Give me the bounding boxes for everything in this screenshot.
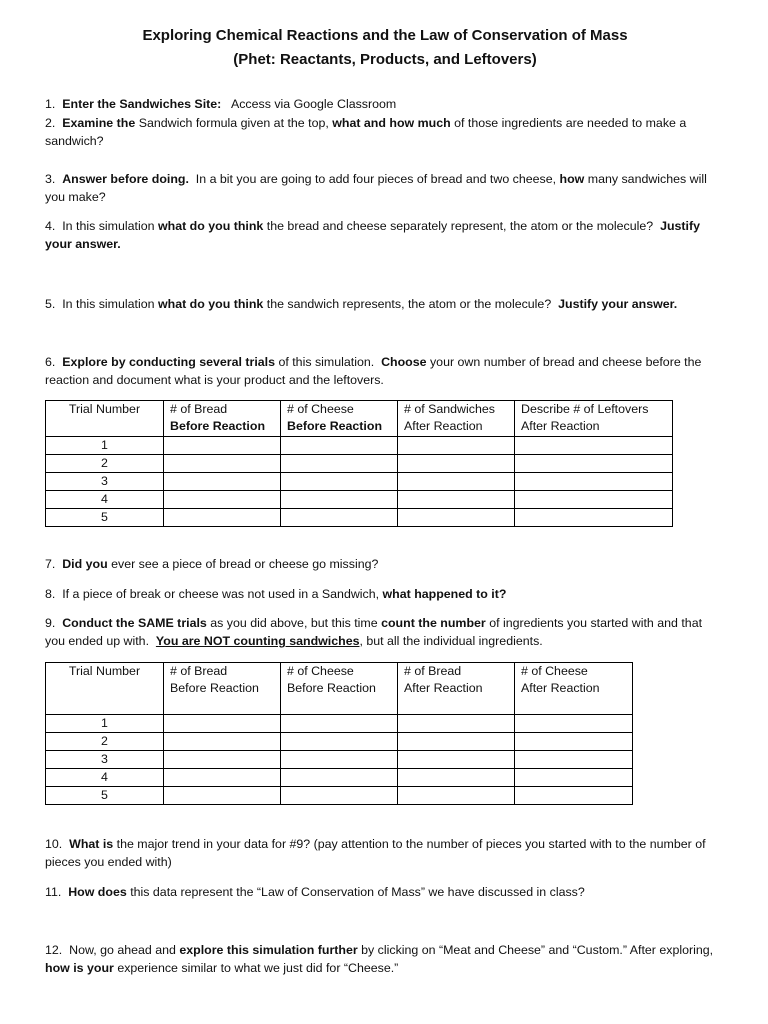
answer-cell[interactable] bbox=[398, 491, 515, 509]
answer-cell[interactable] bbox=[281, 455, 398, 473]
question-emphasis: count the number bbox=[381, 616, 486, 630]
question-number: 7. bbox=[45, 557, 56, 571]
table-header-row bbox=[46, 401, 673, 437]
question-text: Now, go ahead and bbox=[69, 943, 176, 957]
question-number: 10. bbox=[45, 837, 63, 851]
question-text: In a bit you are going to add four pieces of bread and two cheese, bbox=[195, 172, 557, 186]
answer-cell[interactable] bbox=[398, 733, 515, 751]
table-row bbox=[46, 509, 673, 527]
header-line: After Reaction bbox=[521, 419, 600, 433]
question-text: your own number of bread and cheese before the reaction and document what is your product and the leftovers. bbox=[45, 355, 702, 387]
answer-cell[interactable] bbox=[515, 509, 673, 527]
worksheet-title: Exploring Chemical Reactions and the Law of Conservation of Mass bbox=[142, 27, 628, 44]
header-cell bbox=[515, 401, 673, 437]
answer-cell[interactable] bbox=[281, 509, 398, 527]
header-line: Before Reaction bbox=[170, 681, 259, 695]
question-number: 12. bbox=[45, 943, 63, 957]
question-11 bbox=[45, 883, 725, 901]
header-cell bbox=[164, 663, 281, 715]
answer-cell[interactable] bbox=[281, 787, 398, 805]
header-line: Trial Number bbox=[68, 664, 141, 678]
trial-number-cell: 1 bbox=[46, 437, 164, 455]
trials-table-1 bbox=[45, 400, 673, 527]
question-emphasis: How does bbox=[68, 885, 127, 899]
header-cell bbox=[46, 663, 164, 715]
table-row bbox=[46, 715, 633, 733]
header-cell bbox=[164, 401, 281, 437]
trials-table-2 bbox=[45, 662, 633, 805]
question-emphasis: what and how much bbox=[332, 116, 451, 130]
question-7 bbox=[45, 555, 725, 573]
header-cell bbox=[398, 663, 515, 715]
question-10 bbox=[45, 835, 725, 871]
answer-cell[interactable] bbox=[398, 787, 515, 805]
trial-number-cell: 5 bbox=[46, 787, 164, 805]
answer-cell[interactable] bbox=[515, 437, 673, 455]
question-text: Access via Google Classroom bbox=[230, 97, 397, 111]
answer-cell[interactable] bbox=[281, 437, 398, 455]
question-text: the bread and cheese separately represent, the atom or the molecule? bbox=[266, 219, 654, 233]
header-line: # of Cheese bbox=[521, 664, 588, 678]
question-number: 4. bbox=[45, 219, 56, 233]
table-row bbox=[46, 437, 673, 455]
question-emphasis: Justify your answer. bbox=[558, 297, 678, 311]
question-number: 11. bbox=[45, 885, 62, 899]
question-text: the sandwich represents, the atom or the molecule? bbox=[266, 297, 552, 311]
question-text: , but all the individual ingredients. bbox=[359, 634, 543, 648]
question-emphasis: Choose bbox=[381, 355, 427, 369]
header-cell bbox=[281, 663, 398, 715]
header-line: Trial Number bbox=[68, 402, 141, 416]
question-number: 3. bbox=[45, 172, 56, 186]
question-text: by clicking on “Meat and Cheese” and “Custom.” After exploring, bbox=[361, 943, 714, 957]
table-row bbox=[46, 455, 673, 473]
header-line: Before Reaction bbox=[170, 419, 266, 433]
question-emphasis: Enter the Sandwiches Site: bbox=[62, 97, 222, 111]
question-1 bbox=[45, 95, 725, 113]
answer-cell[interactable] bbox=[398, 455, 515, 473]
question-emphasis: Answer before doing. bbox=[62, 172, 189, 186]
answer-cell[interactable] bbox=[164, 751, 281, 769]
table-header-row bbox=[46, 663, 633, 715]
question-emphasis: What is bbox=[69, 837, 114, 851]
question-emphasis: Explore by conducting several trials bbox=[62, 355, 276, 369]
table-row bbox=[46, 473, 673, 491]
answer-cell[interactable] bbox=[164, 473, 281, 491]
question-number: 6. bbox=[45, 355, 56, 369]
header-line: Describe # of Leftovers bbox=[521, 402, 649, 416]
question-text: this data represent the “Law of Conservation of Mass” we have discussed in class? bbox=[130, 885, 585, 899]
header-line: # of Sandwiches bbox=[404, 402, 495, 416]
trial-number-cell: 3 bbox=[46, 473, 164, 491]
question-text: ever see a piece of bread or cheese go missing? bbox=[111, 557, 379, 571]
trial-number-cell: 2 bbox=[46, 455, 164, 473]
question-emphasis: what happened to it? bbox=[382, 587, 507, 601]
question-emphasis: Examine the bbox=[62, 116, 136, 130]
question-text: of ingredients you started with and that you ended up with. bbox=[45, 616, 703, 648]
header-cell bbox=[515, 663, 633, 715]
answer-cell[interactable] bbox=[398, 437, 515, 455]
answer-cell[interactable] bbox=[398, 769, 515, 787]
question-text: of those ingredients are needed to make a sandwich? bbox=[45, 116, 687, 148]
answer-cell[interactable] bbox=[281, 733, 398, 751]
answer-cell[interactable] bbox=[281, 491, 398, 509]
table-row bbox=[46, 733, 633, 751]
header-line: After Reaction bbox=[404, 419, 483, 433]
table-row bbox=[46, 787, 633, 805]
question-emphasis: Justify your answer. bbox=[45, 219, 701, 251]
question-5 bbox=[45, 295, 725, 313]
answer-cell[interactable] bbox=[515, 455, 673, 473]
answer-cell[interactable] bbox=[398, 473, 515, 491]
answer-cell[interactable] bbox=[515, 491, 673, 509]
question-12 bbox=[45, 941, 725, 977]
trial-number-cell: 4 bbox=[46, 769, 164, 787]
header-cell bbox=[281, 401, 398, 437]
header-line: # of Cheese bbox=[287, 402, 354, 416]
answer-cell[interactable] bbox=[281, 769, 398, 787]
header-line: Before Reaction bbox=[287, 419, 383, 433]
question-text: In this simulation bbox=[62, 297, 155, 311]
question-emphasis: how is your bbox=[45, 961, 114, 975]
worksheet-subtitle: (Phet: Reactants, Products, and Leftovers) bbox=[233, 51, 537, 68]
question-2 bbox=[45, 114, 725, 150]
trial-number-cell: 3 bbox=[46, 751, 164, 769]
answer-cell[interactable] bbox=[164, 733, 281, 751]
answer-cell[interactable] bbox=[164, 455, 281, 473]
answer-cell[interactable] bbox=[164, 509, 281, 527]
trial-number-cell: 2 bbox=[46, 733, 164, 751]
answer-cell[interactable] bbox=[515, 715, 633, 733]
question-underlined: You are NOT counting sandwiches bbox=[155, 634, 360, 648]
trial-number-cell: 5 bbox=[46, 509, 164, 527]
question-number: 2. bbox=[45, 116, 56, 130]
answer-cell[interactable] bbox=[515, 473, 673, 491]
trial-number-cell: 4 bbox=[46, 491, 164, 509]
answer-cell[interactable] bbox=[281, 473, 398, 491]
answer-cell[interactable] bbox=[515, 751, 633, 769]
table-row bbox=[46, 751, 633, 769]
header-cell bbox=[398, 401, 515, 437]
question-number: 1. bbox=[45, 97, 56, 111]
answer-cell[interactable] bbox=[515, 787, 633, 805]
question-8 bbox=[45, 585, 725, 603]
question-emphasis: explore this simulation further bbox=[179, 943, 358, 957]
question-text: If a piece of break or cheese was not used in a Sandwich, bbox=[62, 587, 380, 601]
question-6 bbox=[45, 353, 725, 389]
header-line: # of Cheese bbox=[287, 664, 354, 678]
question-number: 9. bbox=[45, 616, 56, 630]
question-text: many sandwiches will you make? bbox=[45, 172, 707, 204]
answer-cell[interactable] bbox=[164, 787, 281, 805]
answer-cell[interactable] bbox=[515, 769, 633, 787]
header-cell bbox=[46, 401, 164, 437]
question-9 bbox=[45, 614, 725, 650]
answer-cell[interactable] bbox=[281, 715, 398, 733]
header-line: # of Bread bbox=[170, 664, 228, 678]
header-line: # of Bread bbox=[404, 664, 462, 678]
header-line: Before Reaction bbox=[287, 681, 376, 695]
question-number: 5. bbox=[45, 297, 56, 311]
answer-cell[interactable] bbox=[398, 509, 515, 527]
answer-cell[interactable] bbox=[515, 733, 633, 751]
answer-cell[interactable] bbox=[164, 491, 281, 509]
answer-cell[interactable] bbox=[164, 769, 281, 787]
answer-cell[interactable] bbox=[164, 437, 281, 455]
question-3 bbox=[45, 170, 725, 206]
question-number: 8. bbox=[45, 587, 56, 601]
question-emphasis: Conduct the SAME trials bbox=[62, 616, 207, 630]
table-row bbox=[46, 491, 673, 509]
table-row bbox=[46, 769, 633, 787]
question-text: the major trend in your data for #9? (pay attention to the number of pieces you started with to the number of pieces you ended with) bbox=[45, 837, 706, 869]
question-4 bbox=[45, 217, 725, 253]
answer-cell[interactable] bbox=[398, 751, 515, 769]
question-text: experience similar to what we just did for “Cheese.” bbox=[117, 961, 399, 975]
header-line: After Reaction bbox=[404, 681, 483, 695]
question-emphasis: what do you think bbox=[157, 297, 264, 311]
question-text: Sandwich formula given at the top, bbox=[138, 116, 329, 130]
question-emphasis: Did you bbox=[62, 557, 108, 571]
header-line: After Reaction bbox=[521, 681, 600, 695]
answer-cell[interactable] bbox=[281, 751, 398, 769]
header-line: # of Bread bbox=[170, 402, 228, 416]
trial-number-cell: 1 bbox=[46, 715, 164, 733]
question-emphasis: how bbox=[559, 172, 585, 186]
answer-cell[interactable] bbox=[164, 715, 281, 733]
question-text: of this simulation. bbox=[278, 355, 375, 369]
answer-cell[interactable] bbox=[398, 715, 515, 733]
question-emphasis: what do you think bbox=[157, 219, 264, 233]
question-text: as you did above, but this time bbox=[210, 616, 378, 630]
question-text: In this simulation bbox=[62, 219, 155, 233]
